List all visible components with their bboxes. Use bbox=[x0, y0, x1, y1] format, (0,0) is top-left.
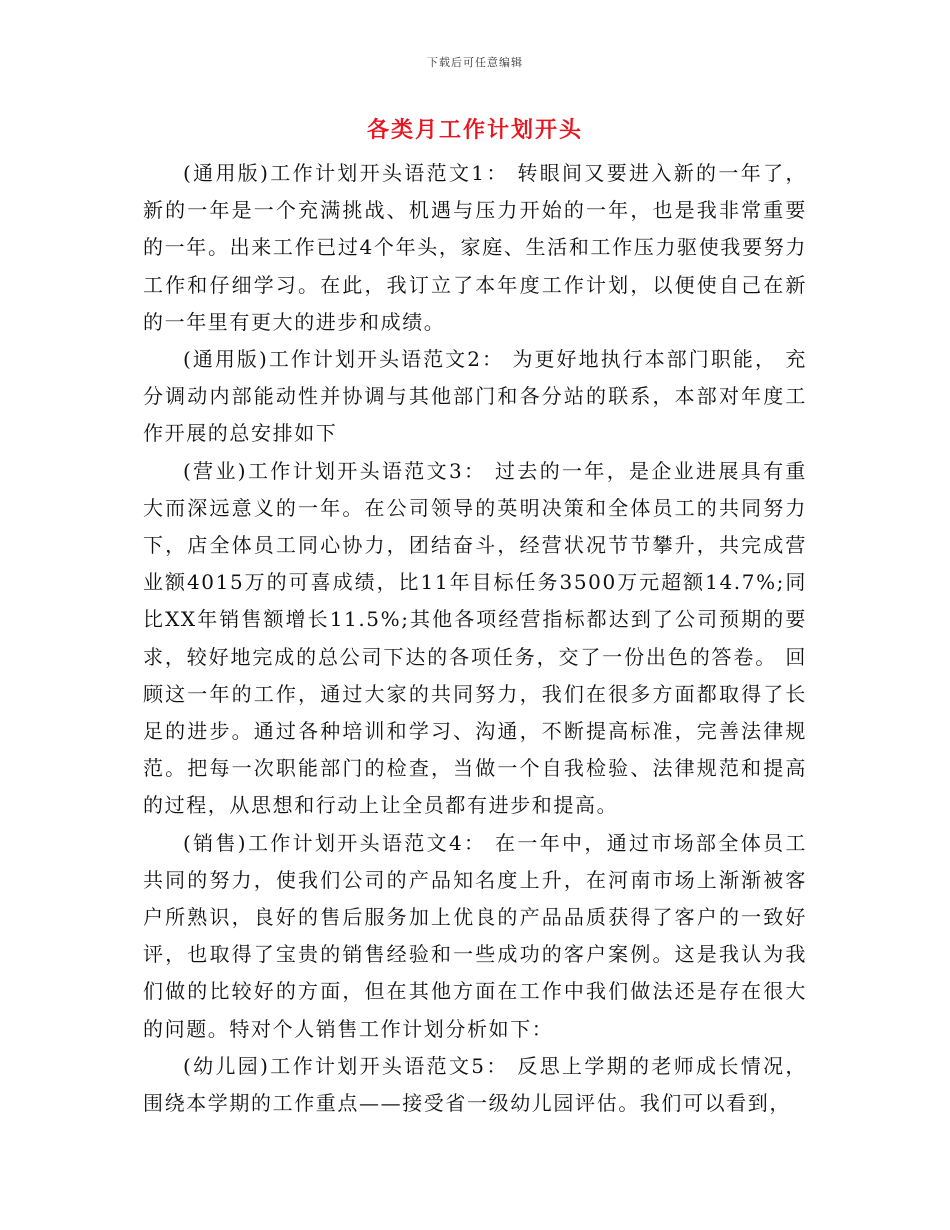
paragraph-5: (幼儿园)工作计划开头语范文5： 反思上学期的老师成长情况，围绕本学期的工作重点——接受省一级幼儿园评估。我们可以看到， bbox=[143, 1053, 807, 1116]
paragraph-1: (通用版)工作计划开头语范文1： 转眼间又要进入新的一年了，新的一年是一个充满挑战、机遇与压力开始的一年，也是我非常重要的一年。出来工作已过4个年头，家庭、生活和工作压力驱使我要努力工作和仔细学习。在此，我订立了本年度工作计划，以便使自己在新的一年里有更大的进步和成绩。 bbox=[143, 161, 807, 334]
paragraph-4: (销售)工作计划开头语范文4： 在一年中，通过市场部全体员工共同的努力，使我们公司的产品知名度上升，在河南市场上渐渐被客户所熟识，良好的售后服务加上优良的产品品质获得了客户的一致好评，也取得了宝贵的销售经验和一些成功的客户案例。这是我认为我们做的比较好的方面，但在其他方面在工作中我们做法还是存在很大的问题。特对个人销售工作计划分析如下： bbox=[143, 830, 807, 1041]
paragraph-2: (通用版)工作计划开头语范文2： 为更好地执行本部门职能， 充分调动内部能动性并协调与其他部门和各分站的联系，本部对年度工作开展的总安排如下 bbox=[143, 347, 807, 446]
document-title: 各类月工作计划开头 bbox=[366, 118, 583, 143]
paragraph-3: (营业)工作计划开头语范文3： 过去的一年，是企业进展具有重大而深远意义的一年。在公司领导的英明决策和全体员工的共同努力下，店全体员工同心协力，团结奋斗，经营状况节节攀升，共完成营业额4015万的可喜成绩，比11年目标任务3500万元超额14.7%;同比XX年销售额增长11.5%;其他各项经营指标都达到了公司预期的要求，较好地完成的总公司下达的各项任务，交了一份出色的答卷。 回顾这一年的工作，通过大家的共同努力，我们在很多方面都取得了长足的进步。通过各种培训和学习、沟通，不断提高标准，完善法律规范。把每一次职能部门的检查，当做一个自我检验、法律规范和提高的过程，从思想和行动上让全员都有进步和提高。 bbox=[143, 458, 807, 818]
header-note: 下载后可任意编辑 bbox=[427, 56, 523, 69]
document-body bbox=[143, 155, 807, 1122]
